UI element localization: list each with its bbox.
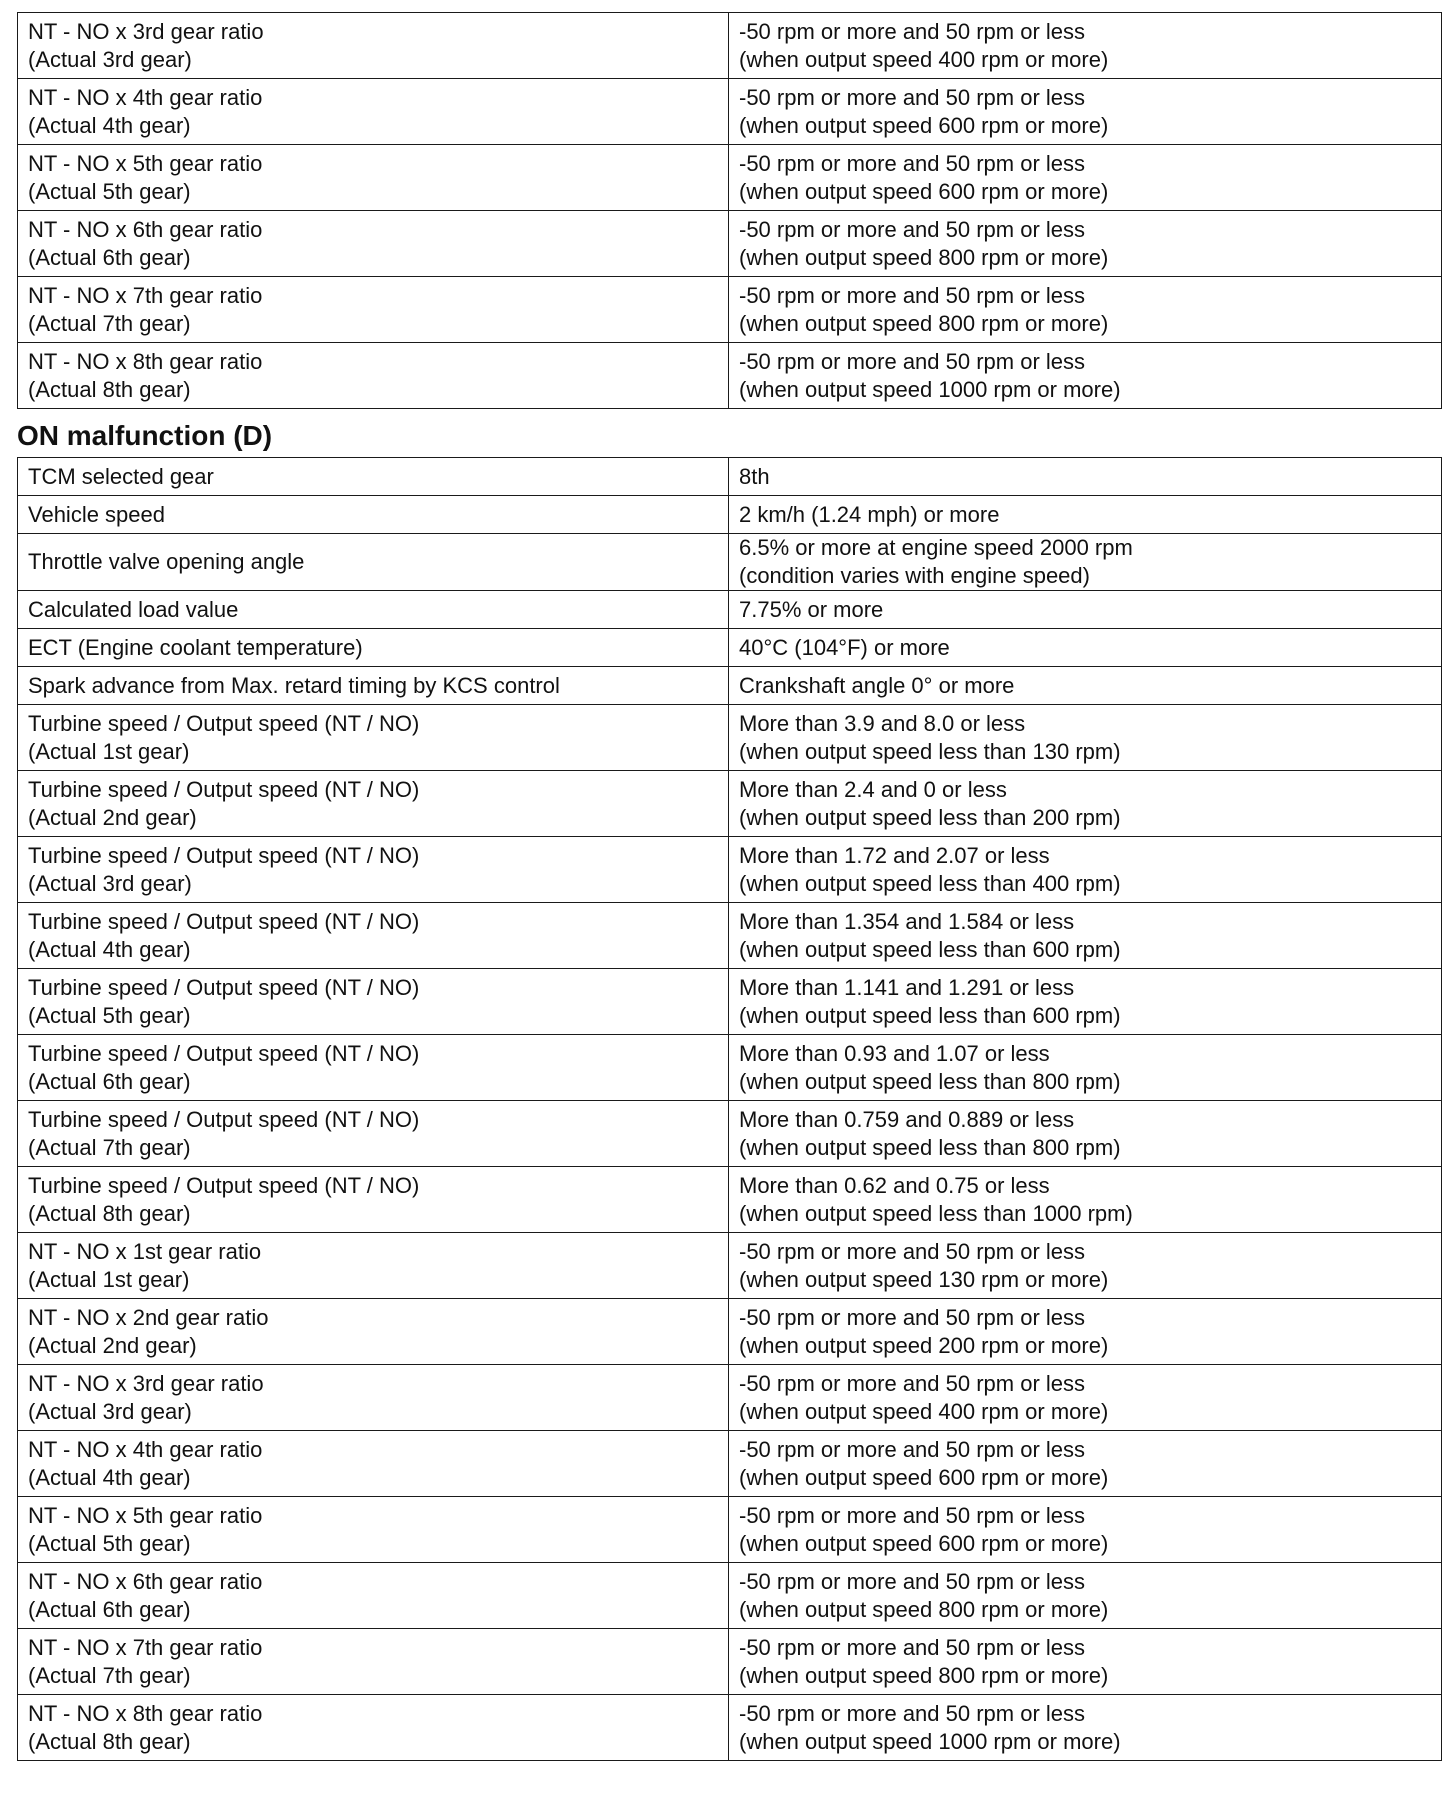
table-row: [18, 1695, 1442, 1761]
condition-item-cell: NT - NO x 6th gear ratio (Actual 6th gear): [18, 211, 729, 277]
condition-value-cell: 6.5% or more at engine speed 2000 rpm (condition varies with engine speed): [729, 534, 1442, 591]
table-row: [18, 79, 1442, 145]
condition-table-main: [17, 457, 1442, 1761]
condition-value-cell: -50 rpm or more and 50 rpm or less (when output speed 130 rpm or more): [729, 1233, 1442, 1299]
condition-value-cell: -50 rpm or more and 50 rpm or less (when output speed 400 rpm or more): [729, 13, 1442, 79]
condition-item-cell: NT - NO x 4th gear ratio (Actual 4th gear): [18, 1431, 729, 1497]
condition-value-cell: -50 rpm or more and 50 rpm or less (when output speed 600 rpm or more): [729, 1431, 1442, 1497]
condition-item-cell: NT - NO x 2nd gear ratio (Actual 2nd gear): [18, 1299, 729, 1365]
condition-item-cell: Calculated load value: [18, 591, 729, 629]
condition-item-cell: Turbine speed / Output speed (NT / NO) (Actual 5th gear): [18, 969, 729, 1035]
table-row: [18, 629, 1442, 667]
condition-item-cell: Turbine speed / Output speed (NT / NO) (Actual 4th gear): [18, 903, 729, 969]
condition-value-cell: -50 rpm or more and 50 rpm or less (when output speed 800 rpm or more): [729, 1629, 1442, 1695]
condition-value-cell: More than 3.9 and 8.0 or less (when output speed less than 130 rpm): [729, 705, 1442, 771]
table-row: [18, 534, 1442, 591]
table-row: [18, 1431, 1442, 1497]
condition-value-cell: -50 rpm or more and 50 rpm or less (when output speed 600 rpm or more): [729, 79, 1442, 145]
condition-item-cell: NT - NO x 3rd gear ratio (Actual 3rd gear): [18, 13, 729, 79]
table-row: [18, 458, 1442, 496]
table-row: [18, 13, 1442, 79]
condition-value-cell: -50 rpm or more and 50 rpm or less (when output speed 600 rpm or more): [729, 145, 1442, 211]
table-row: [18, 1101, 1442, 1167]
condition-item-cell: Turbine speed / Output speed (NT / NO) (Actual 2nd gear): [18, 771, 729, 837]
condition-item-cell: NT - NO x 3rd gear ratio (Actual 3rd gear): [18, 1365, 729, 1431]
table-row: [18, 1497, 1442, 1563]
table-row: [18, 496, 1442, 534]
condition-item-cell: ECT (Engine coolant temperature): [18, 629, 729, 667]
condition-value-cell: 40°C (104°F) or more: [729, 629, 1442, 667]
condition-item-cell: NT - NO x 7th gear ratio (Actual 7th gear): [18, 1629, 729, 1695]
condition-value-cell: More than 1.354 and 1.584 or less (when output speed less than 600 rpm): [729, 903, 1442, 969]
table-row: [18, 211, 1442, 277]
condition-value-cell: More than 1.72 and 2.07 or less (when output speed less than 400 rpm): [729, 837, 1442, 903]
condition-value-cell: More than 0.759 and 0.889 or less (when output speed less than 800 rpm): [729, 1101, 1442, 1167]
condition-item-cell: NT - NO x 7th gear ratio (Actual 7th gear): [18, 277, 729, 343]
document-page: [17, 12, 1441, 1761]
condition-item-cell: NT - NO x 5th gear ratio (Actual 5th gear): [18, 145, 729, 211]
condition-table-continued: [17, 12, 1442, 409]
condition-item-cell: Throttle valve opening angle: [18, 534, 729, 591]
table-row: [18, 1365, 1442, 1431]
condition-item-cell: NT - NO x 5th gear ratio (Actual 5th gear): [18, 1497, 729, 1563]
condition-value-cell: -50 rpm or more and 50 rpm or less (when output speed 800 rpm or more): [729, 1563, 1442, 1629]
condition-value-cell: -50 rpm or more and 50 rpm or less (when output speed 200 rpm or more): [729, 1299, 1442, 1365]
condition-item-cell: NT - NO x 4th gear ratio (Actual 4th gear): [18, 79, 729, 145]
table-row: [18, 969, 1442, 1035]
table-row: [18, 837, 1442, 903]
condition-value-cell: 8th: [729, 458, 1442, 496]
table-row: [18, 591, 1442, 629]
condition-value-cell: More than 1.141 and 1.291 or less (when output speed less than 600 rpm): [729, 969, 1442, 1035]
table-row: [18, 705, 1442, 771]
table-row: [18, 343, 1442, 409]
table-row: [18, 667, 1442, 705]
condition-value-cell: 2 km/h (1.24 mph) or more: [729, 496, 1442, 534]
condition-value-cell: -50 rpm or more and 50 rpm or less (when output speed 1000 rpm or more): [729, 1695, 1442, 1761]
condition-item-cell: TCM selected gear: [18, 458, 729, 496]
table-row: [18, 1233, 1442, 1299]
condition-value-cell: 7.75% or more: [729, 591, 1442, 629]
condition-value-cell: More than 0.62 and 0.75 or less (when output speed less than 1000 rpm): [729, 1167, 1442, 1233]
table-row: [18, 771, 1442, 837]
table-row: [18, 1035, 1442, 1101]
condition-value-cell: -50 rpm or more and 50 rpm or less (when output speed 800 rpm or more): [729, 277, 1442, 343]
condition-item-cell: Vehicle speed: [18, 496, 729, 534]
condition-item-cell: NT - NO x 8th gear ratio (Actual 8th gear): [18, 1695, 729, 1761]
condition-value-cell: -50 rpm or more and 50 rpm or less (when output speed 400 rpm or more): [729, 1365, 1442, 1431]
condition-value-cell: -50 rpm or more and 50 rpm or less (when output speed 600 rpm or more): [729, 1497, 1442, 1563]
table-row: [18, 145, 1442, 211]
table-row: [18, 1563, 1442, 1629]
condition-item-cell: NT - NO x 6th gear ratio (Actual 6th gear): [18, 1563, 729, 1629]
condition-value-cell: Crankshaft angle 0° or more: [729, 667, 1442, 705]
condition-value-cell: More than 0.93 and 1.07 or less (when output speed less than 800 rpm): [729, 1035, 1442, 1101]
condition-item-cell: Turbine speed / Output speed (NT / NO) (Actual 3rd gear): [18, 837, 729, 903]
table-row: [18, 1629, 1442, 1695]
condition-item-cell: Turbine speed / Output speed (NT / NO) (Actual 8th gear): [18, 1167, 729, 1233]
table-row: [18, 277, 1442, 343]
condition-item-cell: Turbine speed / Output speed (NT / NO) (Actual 1st gear): [18, 705, 729, 771]
condition-item-cell: NT - NO x 1st gear ratio (Actual 1st gear): [18, 1233, 729, 1299]
table-row: [18, 903, 1442, 969]
condition-item-cell: Turbine speed / Output speed (NT / NO) (Actual 7th gear): [18, 1101, 729, 1167]
condition-item-cell: Spark advance from Max. retard timing by KCS control: [18, 667, 729, 705]
section-title: ON malfunction (D): [17, 420, 273, 451]
condition-item-cell: Turbine speed / Output speed (NT / NO) (Actual 6th gear): [18, 1035, 729, 1101]
table-row: [18, 1167, 1442, 1233]
condition-value-cell: -50 rpm or more and 50 rpm or less (when output speed 1000 rpm or more): [729, 343, 1442, 409]
condition-value-cell: More than 2.4 and 0 or less (when output speed less than 200 rpm): [729, 771, 1442, 837]
table-row: [18, 1299, 1442, 1365]
condition-item-cell: NT - NO x 8th gear ratio (Actual 8th gear): [18, 343, 729, 409]
condition-value-cell: -50 rpm or more and 50 rpm or less (when output speed 800 rpm or more): [729, 211, 1442, 277]
